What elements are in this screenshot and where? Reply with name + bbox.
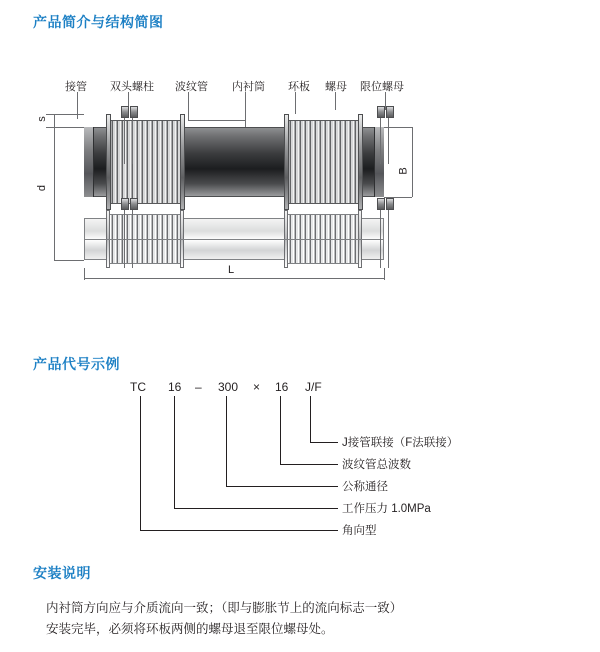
code-part-times: × <box>253 380 261 394</box>
leader-ring-plate <box>295 92 296 114</box>
structure-diagram <box>35 70 470 290</box>
code-leader-h-joint <box>310 442 338 443</box>
code-desc-joint: J接管联接（F法联接） <box>342 437 459 449</box>
section-title-intro: 产品简介与结构简图 <box>33 14 164 30</box>
nut-bottom-1 <box>121 198 129 210</box>
code-part-diameter: 300 <box>218 380 239 394</box>
nut-bottom-2 <box>130 198 138 210</box>
stud-3 <box>380 110 382 164</box>
code-leader-v-pressure <box>174 396 175 508</box>
dim-label-d: d <box>36 184 49 192</box>
code-desc-diameter: 公称通径 <box>342 481 388 493</box>
nut-top-3 <box>377 106 385 118</box>
code-desc-pressure: 工作压力 1.0MPa <box>342 503 431 515</box>
dim-L-tick-left <box>84 268 85 280</box>
code-leader-h-pressure <box>174 508 338 509</box>
dim-d-bottom <box>54 260 84 261</box>
pipe-end-left <box>84 127 94 197</box>
stud-1 <box>124 110 126 164</box>
leader-nut <box>335 92 336 110</box>
callout-label-ring-plate: 环板 <box>288 81 310 93</box>
nut-top-4 <box>386 106 394 118</box>
code-leader-v-diameter <box>226 396 227 486</box>
callout-label-bellows: 波纹管 <box>175 81 208 93</box>
callout-label-liner: 内衬筒 <box>232 81 265 93</box>
dim-label-L: L <box>228 264 235 276</box>
stud-bottom-1 <box>124 202 126 268</box>
stud-bottom-2 <box>132 202 134 268</box>
center-axis-line <box>84 239 384 240</box>
code-part-pressure: 16 <box>168 380 182 394</box>
section-title-install: 安装说明 <box>33 565 91 581</box>
callout-label-inlet-pipe: 接管 <box>65 81 87 93</box>
section-title-code: 产品代号示例 <box>33 356 120 372</box>
nut-bottom-3 <box>377 198 385 210</box>
install-note-1: 内衬筒方向应与介质流向一致；（即与膨胀节上的流向标志一致） <box>46 601 403 615</box>
code-leader-v-type <box>140 396 141 530</box>
dim-B-bottom <box>384 197 412 198</box>
install-notes <box>46 598 566 640</box>
code-part-dash: – <box>195 380 202 394</box>
code-leader-h-type <box>140 530 338 531</box>
callout-label-nut: 螺母 <box>325 81 347 93</box>
callout-label-limit-nut: 限位螺母 <box>360 81 404 93</box>
ring-plate-4 <box>358 114 363 210</box>
dim-B-line <box>412 127 413 197</box>
code-leader-h-diameter <box>226 486 338 487</box>
product-code-diagram <box>120 380 520 540</box>
install-note-2: 安装完毕，必须将环板两侧的螺母退至限位螺母处。 <box>46 622 334 636</box>
code-part-joint: J/F <box>305 380 322 394</box>
code-part-waves: 16 <box>275 380 289 394</box>
ring-plate-1 <box>106 114 111 210</box>
dim-s-top <box>46 114 84 115</box>
leader-liner <box>245 92 246 130</box>
code-desc-type: 角向型 <box>342 525 377 537</box>
code-leader-v-joint <box>310 396 311 442</box>
bellows-left <box>110 120 182 204</box>
code-desc-waves: 波纹管总波数 <box>342 459 411 471</box>
leader-bellows-h <box>188 120 245 121</box>
dim-L-line <box>84 278 384 279</box>
dim-s-bottom <box>46 127 84 128</box>
bellows-right <box>288 120 360 204</box>
nut-bottom-4 <box>386 198 394 210</box>
dim-label-s: s <box>35 116 48 122</box>
ring-plate-3 <box>284 114 289 210</box>
stud-4 <box>388 110 390 164</box>
dim-d-line <box>54 114 55 260</box>
leader-bellows <box>188 92 189 120</box>
dim-label-B: B <box>397 167 410 175</box>
dim-B-top <box>384 127 412 128</box>
dim-L-tick-right <box>384 268 385 280</box>
stud-2 <box>132 110 134 164</box>
ring-plate-2 <box>180 114 185 210</box>
nut-top-1 <box>121 106 129 118</box>
stud-bottom-3 <box>380 202 382 268</box>
nut-top-2 <box>130 106 138 118</box>
code-leader-v-waves <box>280 396 281 464</box>
code-part-tc: TC <box>130 380 146 394</box>
callout-label-double-stud: 双头螺柱 <box>110 81 154 93</box>
code-leader-h-waves <box>280 464 338 465</box>
stud-bottom-4 <box>388 202 390 268</box>
pipe-end-right <box>374 127 384 197</box>
